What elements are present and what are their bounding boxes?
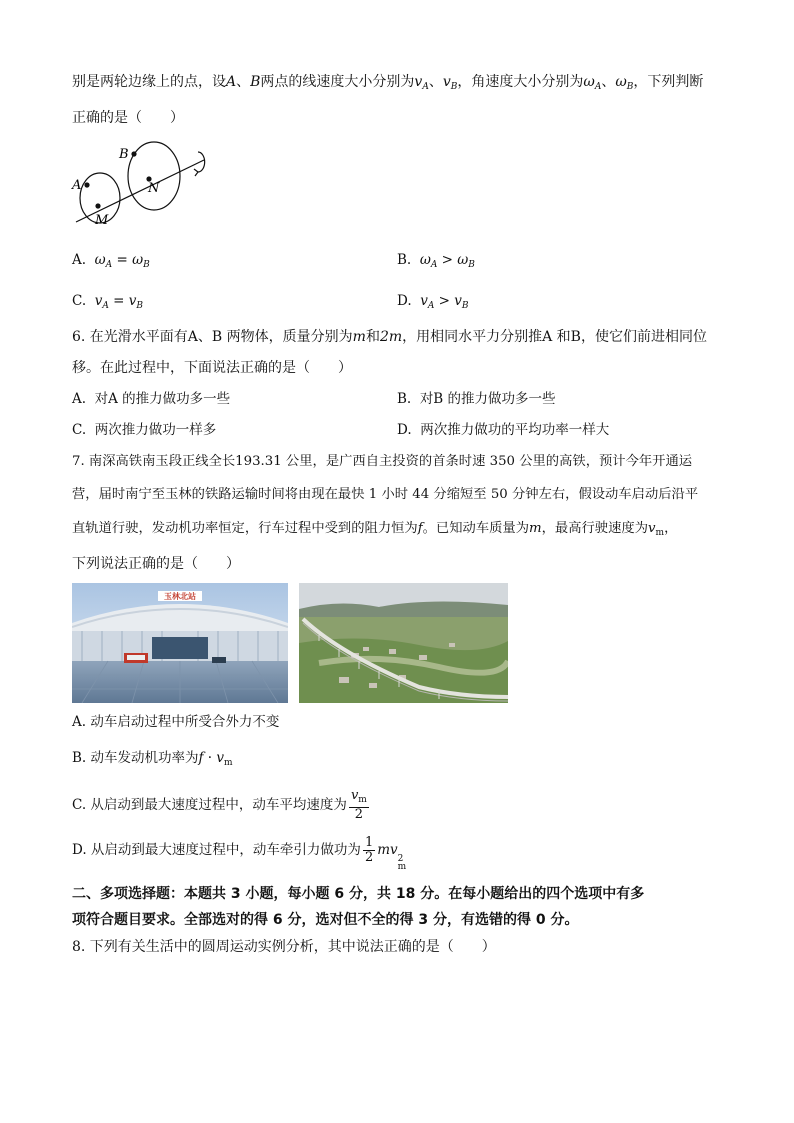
station-sign-text: 玉林北站 bbox=[164, 592, 196, 601]
q5-stem-line1: 别是两轮边缘上的点，设A、B两点的线速度大小分别为$v_A$、$v_B$，角速度大小分别为$\omega_A$、$\omega_B$，下列判断 bbox=[72, 74, 704, 92]
viaduct-photo bbox=[299, 583, 508, 703]
label-a: A bbox=[72, 178, 82, 193]
q6-option-a[interactable]: A. 对A 的推力做功多一些 bbox=[72, 391, 231, 407]
label-n: N bbox=[148, 181, 160, 196]
q5-option-c[interactable]: C. $v_A = v_B$ bbox=[72, 293, 144, 311]
q6-stem-line2: 移。在此过程中，下面说法正确的是（ ） bbox=[72, 360, 352, 376]
q7-option-c[interactable]: C. 从启动到最大速度过程中，动车平均速度为 $\frac{v_m}{2}$ bbox=[72, 788, 367, 822]
q5-option-d[interactable]: D. $v_A > v_B$ bbox=[397, 293, 469, 311]
q7-option-d[interactable]: D. 从启动到最大速度过程中，动车牵引力做功为 $\frac{1}{2}$ mv 2 m bbox=[72, 835, 407, 872]
q6-option-b[interactable]: B. 对B 的推力做功多一些 bbox=[397, 391, 556, 407]
q5-stem-line2: 正确的是（ ） bbox=[72, 110, 184, 126]
q7-stem-line2: 营，届时南宁至玉林的铁路运输时间将由现在最快 1 小时 44 分缩短至 50 分钟左右，假设动车启动后沿平 bbox=[72, 487, 699, 502]
label-b: B bbox=[119, 147, 129, 162]
q5-option-a[interactable]: A. $\omega_A = \omega_B$ bbox=[72, 252, 150, 270]
q6-option-d[interactable]: D. 两次推力做功的平均功率一样大 bbox=[397, 422, 610, 438]
section2-heading-line1: 二、多项选择题：本题共 3 小题，每小题 6 分，共 18 分。在每小题给出的四个选项中有多 bbox=[72, 886, 645, 902]
q6-stem-line1: 6. 在光滑水平面有A、B 两物体，质量分别为m和2m，用相同水平力分别推A 和B，使它们前进相同位 bbox=[72, 329, 707, 345]
q7-stem-line3: 直轨道行驶，发动机功率恒定，行车过程中受到的阻力恒为f。已知动车质量为m，最高行驶速度为$v_m$， bbox=[72, 521, 678, 538]
q8-stem: 8. 下列有关生活中的圆周运动实例分析，其中说法正确的是（ ） bbox=[72, 939, 496, 955]
station-photo bbox=[72, 583, 288, 703]
section2-heading-line2: 项符合题目要求。全部选对的得 6 分，选对但不全的得 3 分，有选错的得 0 分。 bbox=[72, 912, 579, 928]
wheels-figure bbox=[70, 138, 220, 230]
q5-option-b[interactable]: B. $\omega_A > \omega_B$ bbox=[397, 252, 475, 270]
label-m: M bbox=[95, 213, 109, 228]
q7-stem-line4: 下列说法正确的是（ ） bbox=[72, 556, 240, 572]
q7-option-a[interactable]: A. 动车启动过程中所受合外力不变 bbox=[72, 714, 280, 730]
fraction-one-half: $\frac{1}{2}$ bbox=[364, 835, 374, 865]
q6-option-c[interactable]: C. 两次推力做功一样多 bbox=[72, 422, 217, 438]
q7-option-b[interactable]: B. 动车发动机功率为$f \cdot v_m$ bbox=[72, 750, 233, 768]
fraction-vm-over-2: $\frac{v_m}{2}$ bbox=[350, 788, 367, 822]
q7-stem-line1: 7. 南深高铁南玉段正线全长193.31 公里，是广西自主投资的首条时速 350 公里的高铁，预计今年开通运 bbox=[72, 454, 693, 469]
